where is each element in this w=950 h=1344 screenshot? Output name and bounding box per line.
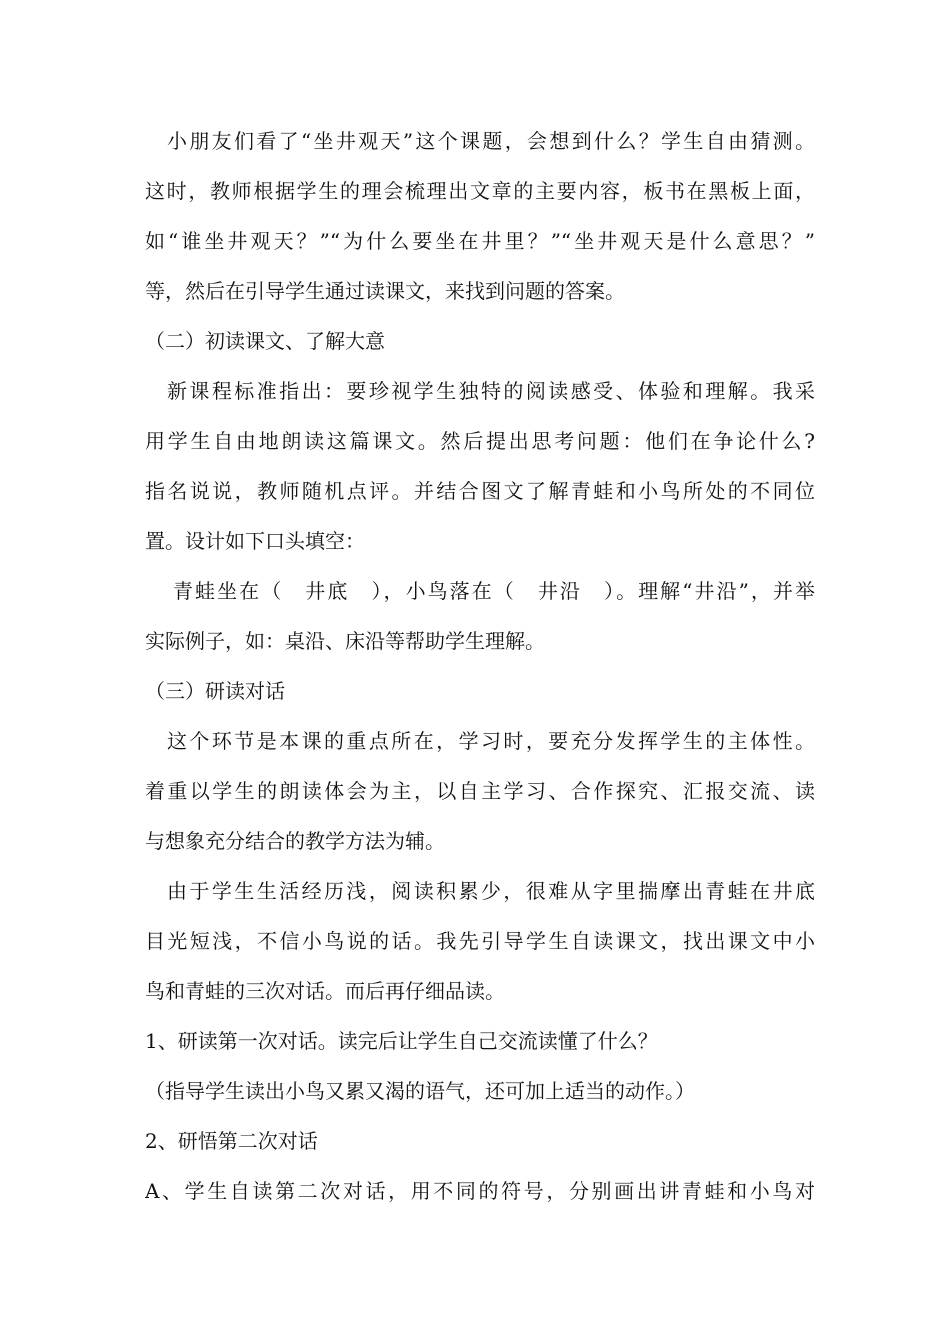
paragraph-line: 目光短浅，不信小鸟说的话。我先引导学生自读课文，找出课文中小: [145, 929, 815, 953]
paragraph-line: 实际例子，如：桌沿、床沿等帮助学生理解。: [145, 629, 545, 653]
paragraph-line: 小朋友们看了“坐井观天”这个课题，会想到什么？学生自由猜测。: [167, 129, 815, 153]
document-body: [145, 116, 815, 1216]
paragraph-line: 由于学生生活经历浅，阅读积累少，很难从字里揣摩出青蛙在井底: [167, 879, 815, 903]
paragraph-line: 着重以学生的朗读体会为主，以自主学习、合作探究、汇报交流、读: [145, 779, 815, 803]
list-item: 2、研悟第二次对话: [145, 1129, 318, 1153]
paragraph-line: 如“谁坐井观天？”“为什么要坐在井里？”“坐井观天是什么意思？”: [145, 229, 815, 253]
section-heading: （三）研读对话: [145, 679, 285, 703]
paragraph-line: 用学生自由地朗读这篇课文。然后提出思考问题：他们在争论什么?: [145, 429, 815, 453]
paragraph-line: 置。设计如下口头填空：: [145, 529, 365, 553]
paragraph-line: 鸟和青蛙的三次对话。而后再仔细品读。: [145, 979, 505, 1003]
paragraph-line: 新课程标准指出：要珍视学生独特的阅读感受、体验和理解。我采: [167, 379, 815, 403]
list-item: A、学生自读第二次对话，用不同的符号，分别画出讲青蛙和小鸟对: [145, 1179, 815, 1203]
paragraph-line: 等，然后在引导学生通过读课文，来找到问题的答案。: [145, 279, 625, 303]
note-line: （指导学生读出小鸟又累又渴的语气，还可加上适当的动作。）: [145, 1079, 695, 1103]
paragraph-line: 指名说说，教师随机点评。并结合图文了解青蛙和小鸟所处的不同位: [145, 479, 815, 503]
paragraph-line: 与想象充分结合的教学方法为辅。: [145, 829, 445, 853]
paragraph-line: 这个环节是本课的重点所在，学习时，要充分发挥学生的主体性。: [167, 729, 815, 753]
paragraph-line: 这时，教师根据学生的理会梳理出文章的主要内容，板书在黑板上面，: [145, 179, 815, 203]
list-item: 1、研读第一次对话。读完后让学生自己交流读懂了什么？: [145, 1029, 658, 1053]
paragraph-line: 青蛙坐在（ 井底 ），小鸟落在（ 井沿 ）。理解“井沿”，并举: [173, 579, 815, 603]
section-heading: （二）初读课文、了解大意: [145, 329, 385, 353]
